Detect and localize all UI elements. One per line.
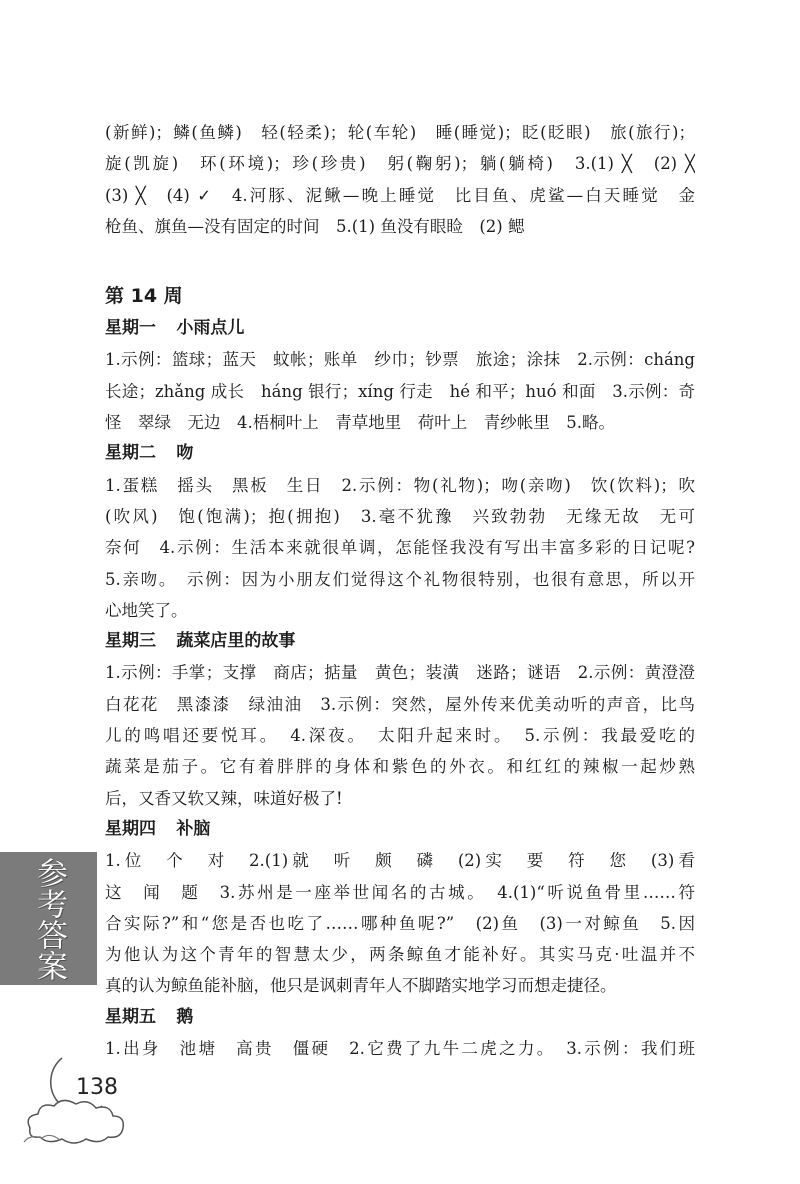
side-tab-label: 参考答案: [31, 856, 67, 981]
answer-line: (新鲜)；鳞(鱼鳞) 轻(轻柔)；轮(车轮) 睡(睡觉)；眨(眨眼) 旅(旅行)；: [105, 123, 695, 142]
page-number: 138: [76, 1075, 118, 1100]
day-label: 星期四: [105, 818, 156, 839]
day-section-tuesday: [105, 438, 695, 626]
day-heading: [105, 1002, 695, 1033]
answer-line: 1.位 个 对 2.(1)就 听 颇 磷 (2)实 要 符 您 (3)看: [105, 851, 695, 871]
answer-line: (吹风) 饱(饱满)；抱(拥抱) 3.毫不犹豫 兴致勃勃 无缘无故 无可: [105, 506, 695, 526]
answer-line: 长途；zhǎng 成长 háng 银行；xíng 行走 hé 和平；huó 和面 3.示例：奇: [105, 381, 695, 401]
day-heading: [105, 626, 695, 657]
day-section-friday: [105, 1002, 695, 1065]
answer-line: 怪 翠绿 无边 4.梧桐叶上 青草地里 荷叶上 青纱帐里 5.略。: [105, 413, 615, 433]
answer-line: 儿的鸣唱还要悦耳。 4.深夜。 太阳升起来时。 5.示例：我最爱吃的: [105, 726, 695, 746]
intro-block: [105, 117, 695, 242]
answer-line: 白花花 黑漆漆 绿油油 3.示例：突然，屋外传来优美动听的声音，比鸟: [105, 694, 695, 714]
answer-line: 为他认为这个青年的智慧太少，两条鲸鱼才能补好。其实马克·吐温并不: [105, 945, 695, 965]
day-title: 吻: [176, 443, 194, 464]
cloud-icon: [28, 1100, 123, 1143]
answer-line: 1.出身 池塘 高贵 僵硬 2.它费了九牛二虎之力。 3.示例：我们班: [105, 1039, 695, 1059]
answer-line: 后，又香又软又辣，味道好极了!: [105, 788, 343, 808]
answer-line: 1.蛋糕 摇头 黑板 生日 2.示例：物(礼物)；吻(亲吻) 饮(饮料)；吹: [105, 475, 695, 495]
answer-line: 奈何 4.示例：生活本来就很单调，怎能怪我没有写出丰富多彩的日记呢?: [105, 538, 695, 558]
day-section-wednesday: [105, 626, 695, 814]
day-title: 小雨点儿: [176, 318, 245, 339]
week-title: 第 14 周: [105, 285, 183, 308]
day-title: 补脑: [176, 818, 211, 839]
answer-line: 枪鱼、旗鱼—没有固定的时间 5.(1) 鱼没有眼睑 (2) 鳃: [105, 216, 525, 236]
answer-line: 1.示例：篮球；蓝天 蚊帐；账单 纱巾；钞票 旅途；涂抹 2.示例：cháng: [105, 350, 695, 370]
day-label: 星期五: [105, 1006, 156, 1027]
answer-line: 蔬菜是茄子。它有着胖胖的身体和紫色的外衣。和红红的辣椒一起炒熟: [105, 757, 695, 777]
day-heading: [105, 814, 695, 845]
answer-line: 心地笑了。: [105, 600, 188, 620]
answer-line: 旋(凯旋) 环(环境)；珍(珍贵) 躬(鞠躬)；躺(躺椅) 3.(1) ╳ (2) ╳: [105, 154, 695, 174]
answer-line: 5.亲吻。 示例：因为小朋友们觉得这个礼物很特别，也很有意思，所以开: [105, 569, 695, 589]
answer-content: [105, 117, 695, 1064]
day-label: 星期二: [105, 443, 156, 464]
answer-line: 真的认为鲸鱼能补脑，他只是讽刺青年人不脚踏实地学习而想走捷径。: [105, 976, 617, 996]
answer-line: (3) ╳ (4) ✓ 4.河豚、泥鳅—晚上睡觉 比目鱼、虎鲨—白天睡觉 金: [105, 185, 695, 205]
section-side-tab: [0, 852, 97, 985]
day-title: 鹅: [176, 1006, 194, 1027]
answer-line: 1.示例：手掌；支撑 商店；掂量 黄色；装潢 迷路；谜语 2.示例：黄澄澄: [105, 663, 695, 683]
answer-line: 合实际?”和“您是否也吃了……哪种鱼呢?” (2)鱼 (3)一对鲸鱼 5.因: [105, 913, 695, 933]
day-label: 星期三: [105, 631, 156, 652]
day-heading: [105, 438, 695, 469]
answer-line: 这 闻 题 3.苏州是一座举世闻名的古城。 4.(1)“听说鱼骨里……符: [105, 882, 695, 902]
day-title: 蔬菜店里的故事: [176, 631, 296, 652]
day-heading: [105, 313, 695, 344]
day-section-thursday: [105, 814, 695, 1002]
day-label: 星期一: [105, 318, 156, 339]
day-section-monday: [105, 313, 695, 438]
